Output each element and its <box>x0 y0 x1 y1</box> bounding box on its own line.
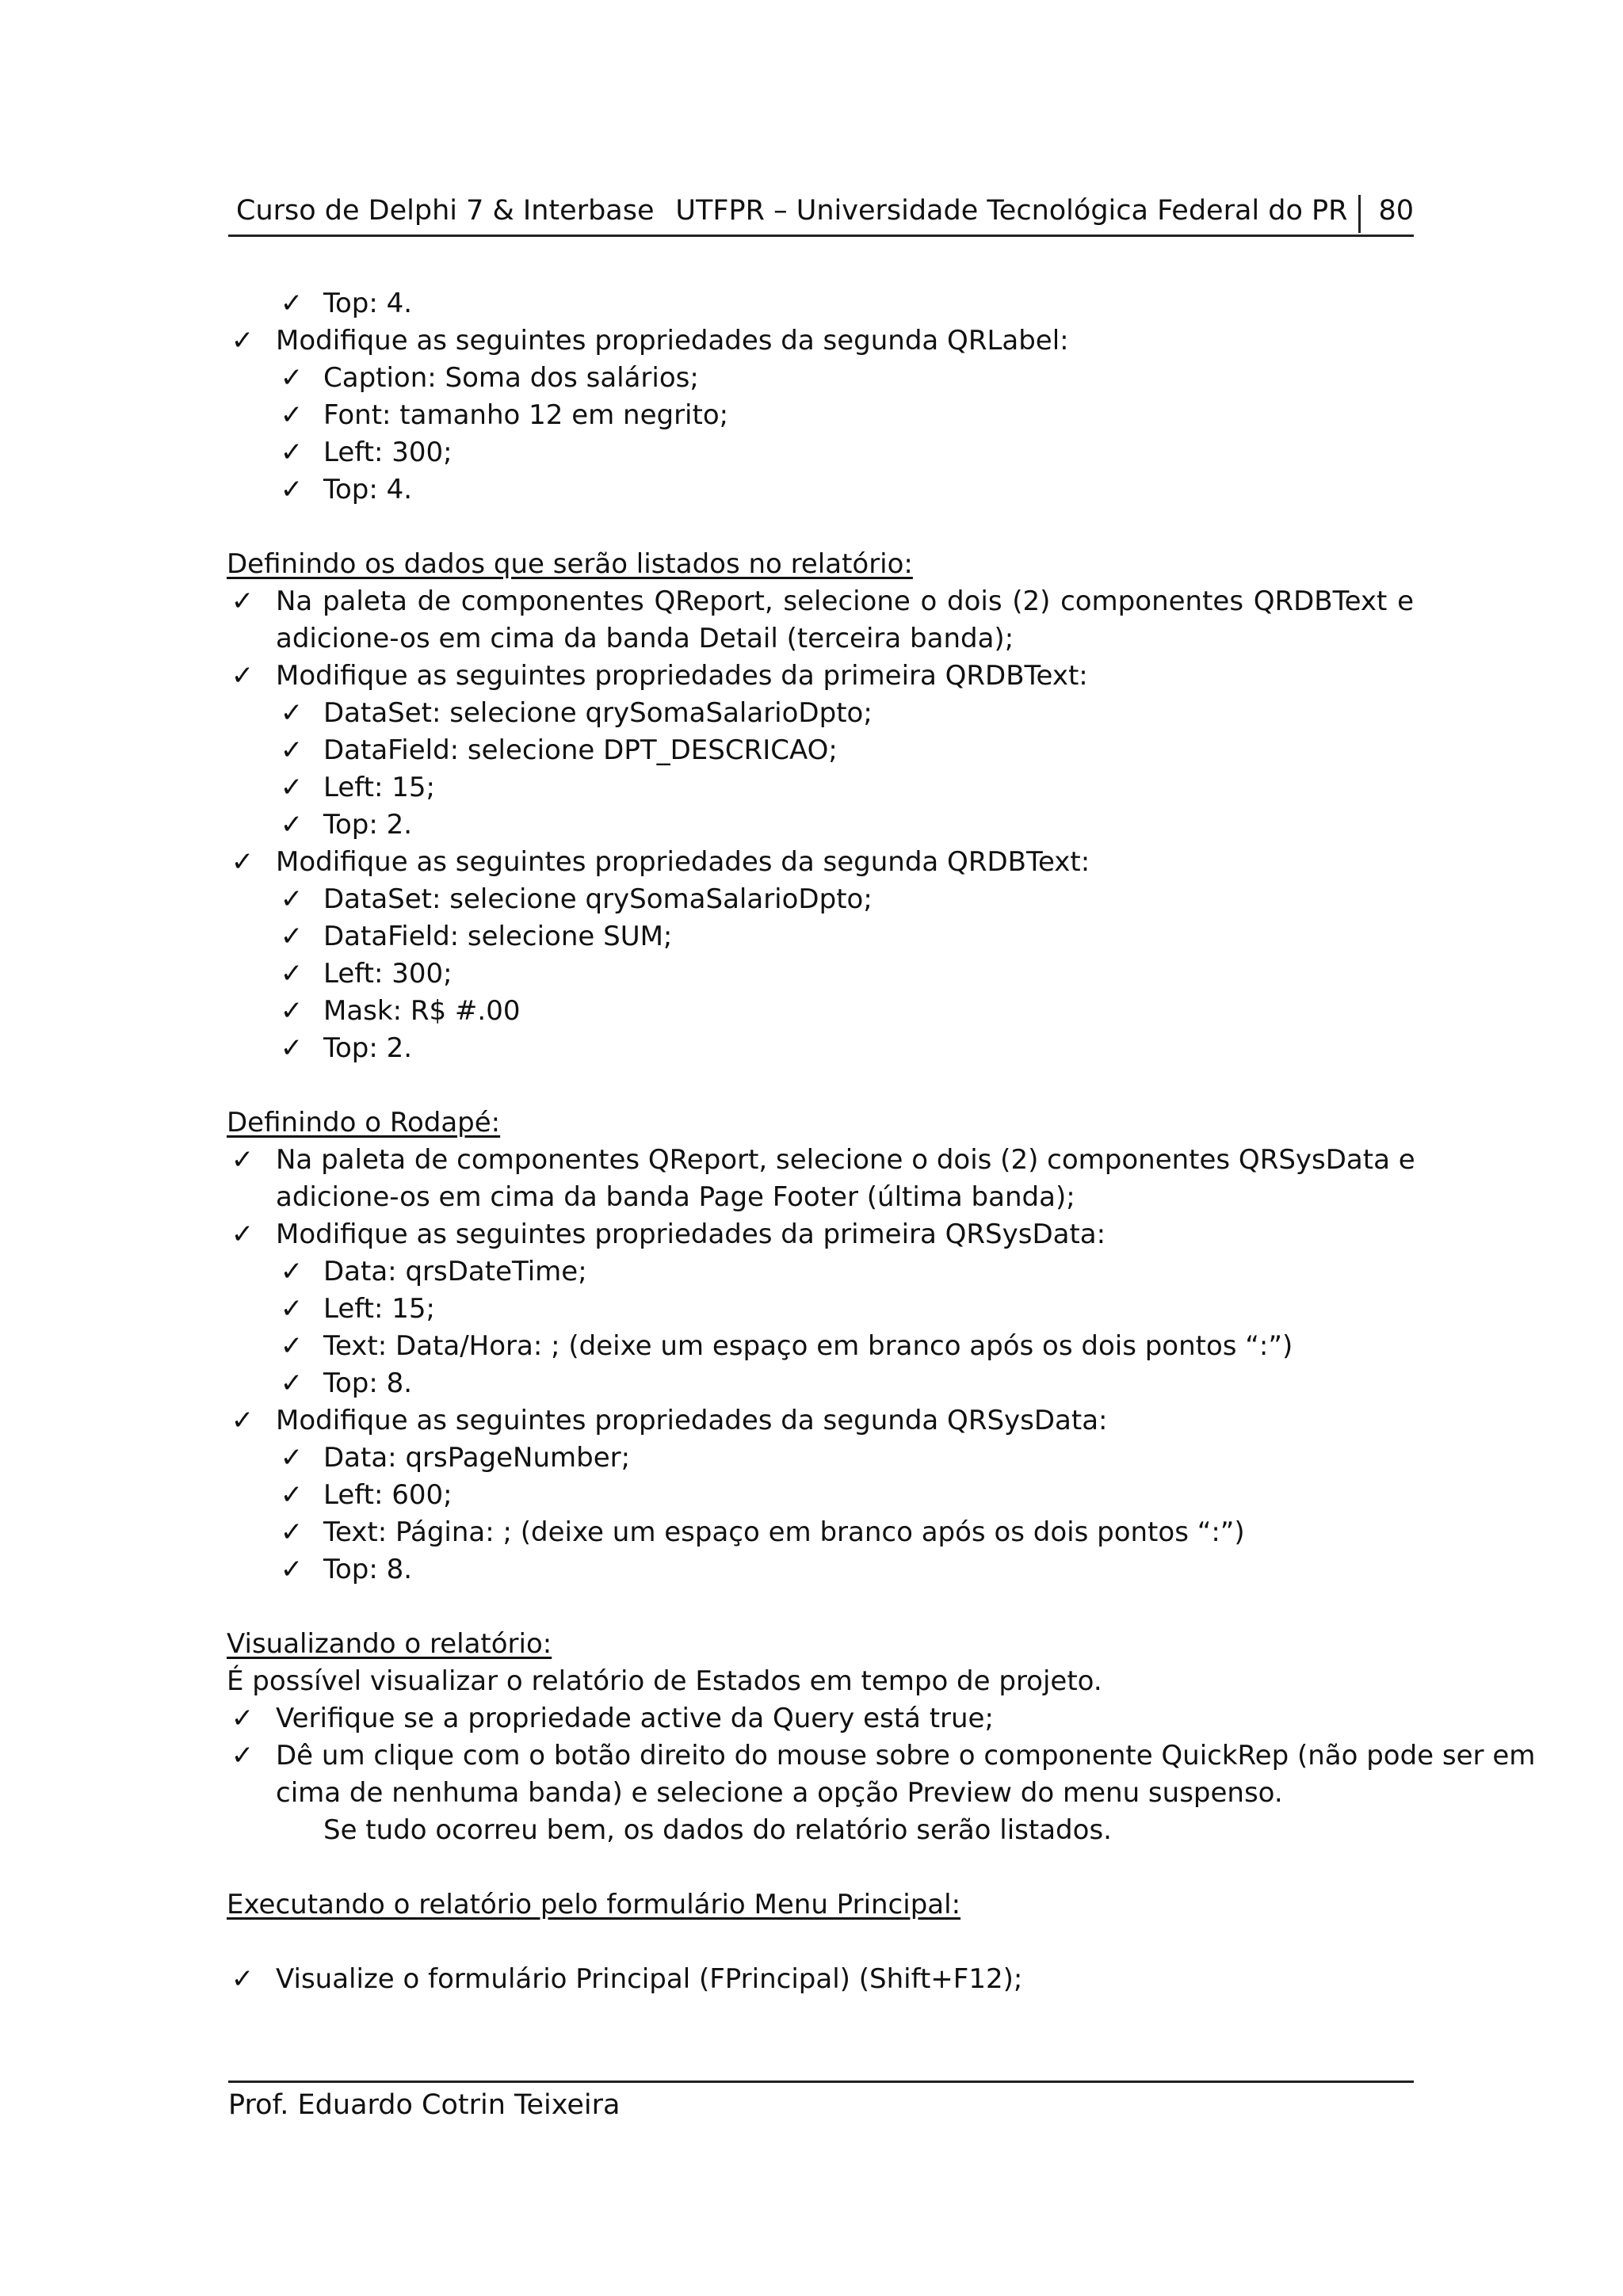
checkmark-icon: ✓ <box>280 1516 304 1548</box>
bullet-item <box>227 1961 1414 1998</box>
bullet-item <box>227 658 1414 695</box>
paragraph-line <box>227 1663 1414 1700</box>
line-text: Modifique as seguintes propriedades da segunda QRDBText: <box>276 846 1090 878</box>
sub-bullet-item <box>227 918 1414 955</box>
sub-bullet-item <box>227 397 1414 434</box>
line-text: Top: 2. <box>323 809 413 841</box>
bullet-continuation <box>227 1775 1414 1812</box>
checkmark-icon: ✓ <box>231 1219 254 1250</box>
line-text: Definindo os dados que serão listados no relatório: <box>227 548 913 580</box>
line-text: Visualizando o relatório: <box>227 1628 552 1660</box>
checkmark-icon: ✓ <box>280 1256 304 1287</box>
bullet-item <box>227 1142 1414 1179</box>
checkmark-icon: ✓ <box>231 1405 254 1436</box>
bullet-continuation <box>227 1179 1414 1216</box>
line-text: Definindo o Rodapé: <box>227 1107 501 1138</box>
sub-bullet-item <box>227 434 1414 471</box>
line-text: Modifique as seguintes propriedades da primeira QRSysData: <box>276 1219 1106 1250</box>
line-text: Left: 15; <box>323 1293 435 1325</box>
sub-bullet-item <box>227 955 1414 993</box>
indented-note <box>227 1812 1414 1849</box>
checkmark-icon: ✓ <box>280 809 304 841</box>
checkmark-icon: ✓ <box>280 1032 304 1064</box>
line-text: Modifique as seguintes propriedades da primeira QRDBText: <box>276 660 1088 692</box>
sub-bullet-item <box>227 881 1414 918</box>
line-text: Top: 4. <box>323 474 413 505</box>
blank-line <box>227 1924 1414 1961</box>
line-text: DataField: selecione SUM; <box>323 921 673 952</box>
page-number: 80 <box>1378 195 1414 227</box>
line-text: Top: 8. <box>323 1554 413 1585</box>
sub-bullet-item <box>227 285 1414 322</box>
checkmark-icon: ✓ <box>231 1963 254 1995</box>
line-text: Caption: Soma dos salários; <box>323 362 699 394</box>
sub-bullet-item <box>227 769 1414 807</box>
checkmark-icon: ✓ <box>280 772 304 803</box>
line-text: Left: 15; <box>323 772 435 803</box>
sub-bullet-item <box>227 1514 1414 1551</box>
line-text: Verifique se a propriedade active da Query está true; <box>276 1703 994 1734</box>
sub-bullet-item <box>227 695 1414 732</box>
blank-line <box>227 509 1414 546</box>
checkmark-icon: ✓ <box>231 585 254 617</box>
line-text: Top: 2. <box>323 1032 413 1064</box>
line-text: É possível visualizar o relatório de Estados em tempo de projeto. <box>227 1665 1102 1697</box>
line-text: Modifique as seguintes propriedades da segunda QRSysData: <box>276 1405 1108 1436</box>
section-heading <box>227 1886 1414 1924</box>
checkmark-icon: ✓ <box>231 1740 254 1772</box>
sub-bullet-item <box>227 1551 1414 1589</box>
checkmark-icon: ✓ <box>231 846 254 878</box>
line-text: Left: 300; <box>323 958 453 990</box>
sub-bullet-item <box>227 471 1414 509</box>
checkmark-icon: ✓ <box>280 1442 304 1474</box>
line-text: DataSet: selecione qrySomaSalarioDpto; <box>323 883 873 915</box>
sub-bullet-item <box>227 1477 1414 1514</box>
checkmark-icon: ✓ <box>280 883 304 915</box>
bullet-item <box>227 1402 1414 1440</box>
checkmark-icon: ✓ <box>280 474 304 505</box>
checkmark-icon: ✓ <box>231 660 254 692</box>
bullet-item <box>227 583 1414 620</box>
page-footer <box>228 2081 1414 2121</box>
line-text: Modifique as seguintes propriedades da segunda QRLabel: <box>276 325 1069 357</box>
section-heading <box>227 546 1414 583</box>
blank-line <box>227 1849 1414 1886</box>
header-institution: UTFPR – Universidade Tecnológica Federal do PR <box>675 195 1348 227</box>
bullet-item <box>227 1737 1536 1775</box>
bullet-item <box>227 1700 1414 1737</box>
line-text: Data: qrsPageNumber; <box>323 1442 631 1474</box>
bullet-item <box>227 322 1414 360</box>
checkmark-icon: ✓ <box>231 1144 254 1176</box>
sub-bullet-item <box>227 732 1414 769</box>
line-text: DataSet: selecione qrySomaSalarioDpto; <box>323 697 873 729</box>
checkmark-icon: ✓ <box>280 958 304 990</box>
page-header <box>228 193 1414 237</box>
line-text: Visualize o formulário Principal (FPrincipal) (Shift+F12); <box>276 1963 1023 1995</box>
line-text: Mask: R$ #.00 <box>323 995 521 1027</box>
header-right <box>675 195 1414 233</box>
bullet-continuation <box>227 620 1414 658</box>
line-text: Na paleta de componentes QReport, selecione o dois (2) componentes QRSysData e <box>276 1144 1415 1176</box>
bullet-item <box>227 1216 1414 1253</box>
line-text: Top: 4. <box>323 288 413 319</box>
sub-bullet-item <box>227 1291 1414 1328</box>
footer-author: Prof. Eduardo Cotrin Teixeira <box>228 2089 621 2121</box>
checkmark-icon: ✓ <box>280 734 304 766</box>
line-text: DataField: selecione DPT_DESCRICAO; <box>323 734 838 766</box>
sub-bullet-item <box>227 1440 1414 1477</box>
checkmark-icon: ✓ <box>280 921 304 952</box>
sub-bullet-item <box>227 360 1414 397</box>
line-text: Data: qrsDateTime; <box>323 1256 587 1287</box>
blank-line <box>227 1589 1414 1626</box>
document-body <box>227 285 1536 1998</box>
sub-bullet-item <box>227 1365 1414 1402</box>
line-text: Text: Página: ; (deixe um espaço em branco após os dois pontos “:”) <box>323 1516 1245 1548</box>
line-text: Executando o relatório pelo formulário Menu Principal: <box>227 1889 961 1920</box>
checkmark-icon: ✓ <box>280 362 304 394</box>
line-text: Se tudo ocorreu bem, os dados do relatório serão listados. <box>323 1814 1112 1846</box>
checkmark-icon: ✓ <box>280 1479 304 1511</box>
line-text: adicione-os em cima da banda Detail (terceira banda); <box>276 623 1014 654</box>
line-text: Top: 8. <box>323 1367 413 1399</box>
checkmark-icon: ✓ <box>280 399 304 431</box>
blank-line <box>227 1067 1414 1104</box>
checkmark-icon: ✓ <box>280 697 304 729</box>
header-separator <box>1358 195 1361 233</box>
checkmark-icon: ✓ <box>231 1703 254 1734</box>
section-heading <box>227 1626 1414 1663</box>
header-course-title: Curso de Delphi 7 & Interbase <box>236 195 655 227</box>
checkmark-icon: ✓ <box>280 995 304 1027</box>
line-text: Font: tamanho 12 em negrito; <box>323 399 729 431</box>
line-text: adicione-os em cima da banda Page Footer (última banda); <box>276 1181 1075 1213</box>
checkmark-icon: ✓ <box>280 1293 304 1325</box>
line-text: Text: Data/Hora: ; (deixe um espaço em branco após os dois pontos “:”) <box>323 1330 1293 1362</box>
checkmark-icon: ✓ <box>280 1367 304 1399</box>
checkmark-icon: ✓ <box>280 437 304 468</box>
line-text: Left: 300; <box>323 437 453 468</box>
sub-bullet-item <box>227 1328 1414 1365</box>
line-text: Left: 600; <box>323 1479 453 1511</box>
line-text: Na paleta de componentes QReport, selecione o dois (2) componentes QRDBText e <box>276 585 1414 617</box>
sub-bullet-item <box>227 1030 1414 1067</box>
checkmark-icon: ✓ <box>231 325 254 357</box>
sub-bullet-item <box>227 807 1414 844</box>
checkmark-icon: ✓ <box>280 1330 304 1362</box>
section-heading <box>227 1104 1414 1142</box>
bullet-item <box>227 844 1414 881</box>
line-text: Dê um clique com o botão direito do mouse sobre o componente QuickRep (não pode ser em <box>276 1740 1536 1772</box>
sub-bullet-item <box>227 993 1414 1030</box>
line-text: cima de nenhuma banda) e selecione a opção Preview do menu suspenso. <box>276 1777 1283 1809</box>
sub-bullet-item <box>227 1253 1414 1291</box>
checkmark-icon: ✓ <box>280 288 304 319</box>
checkmark-icon: ✓ <box>280 1554 304 1585</box>
